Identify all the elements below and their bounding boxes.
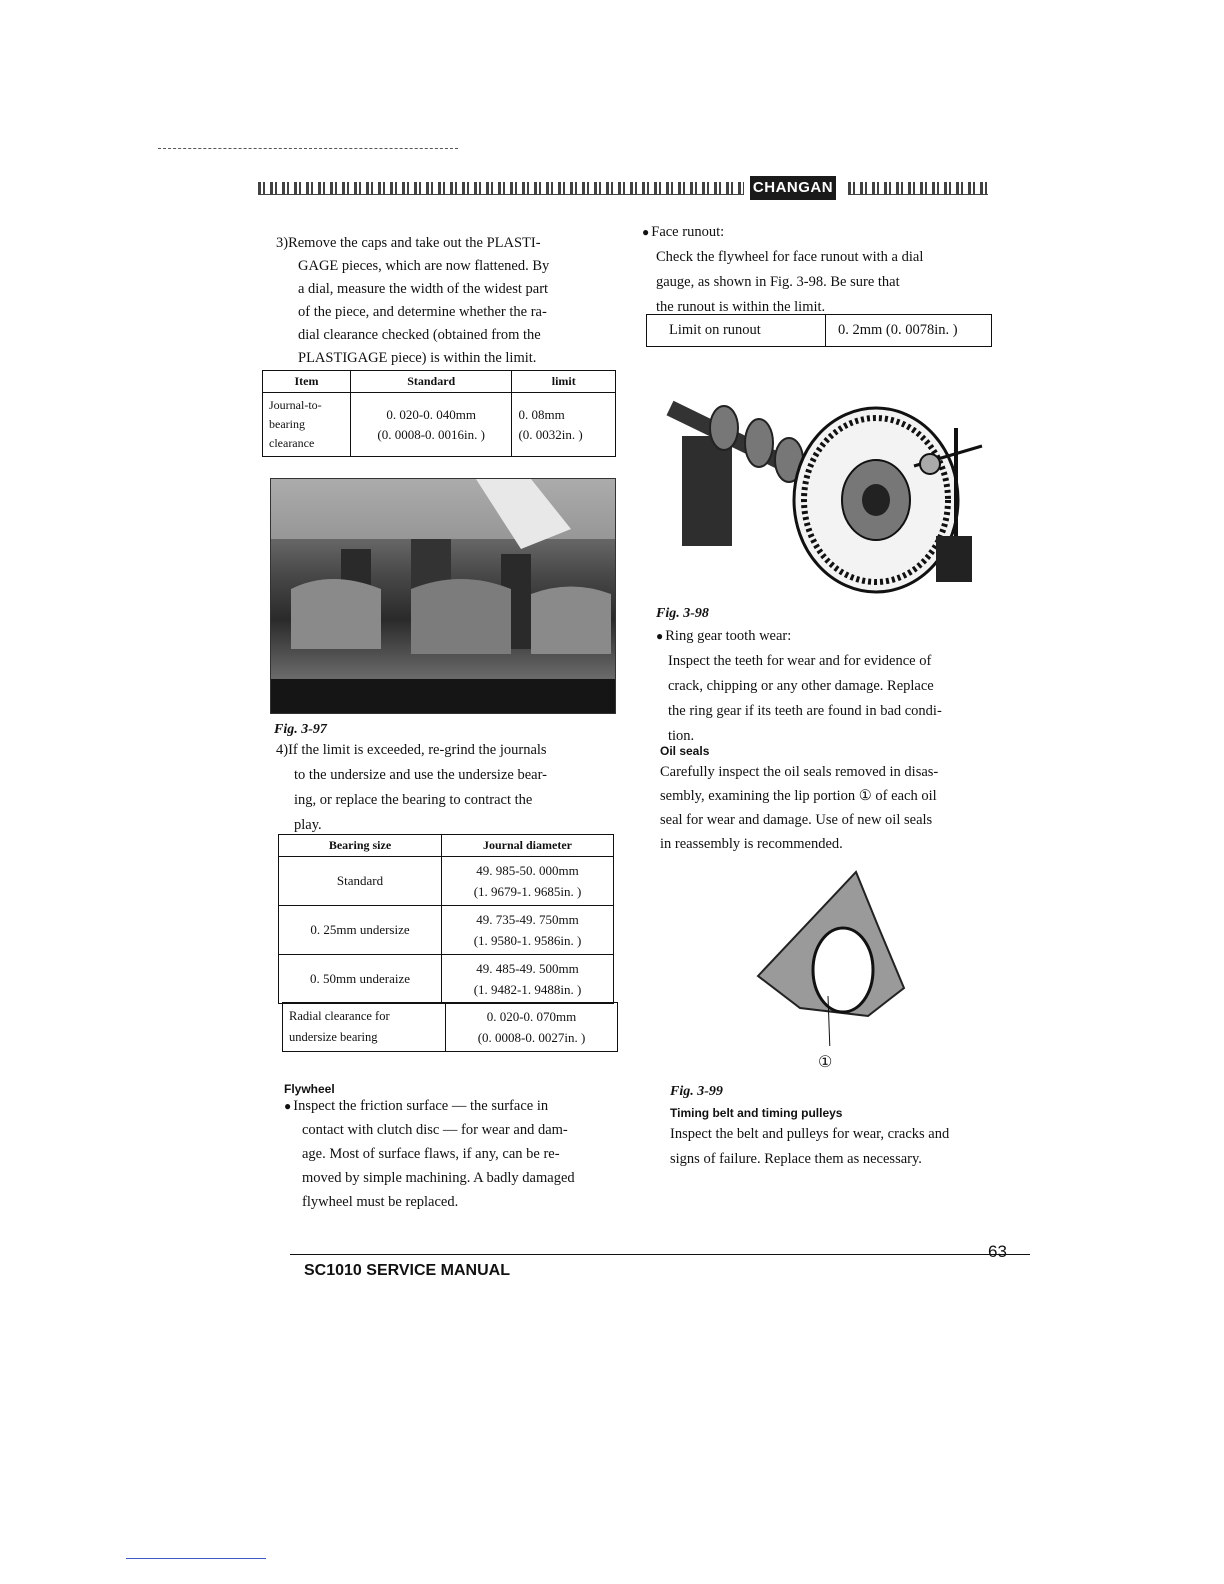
fig-3-99-caption: Fig. 3-99	[670, 1084, 723, 1099]
text-line	[642, 220, 1002, 245]
cell-line: Journal-to-	[269, 398, 322, 412]
cell-line: 49. 985-50. 000mm	[476, 863, 579, 878]
footer-rule	[290, 1254, 1030, 1255]
brand-logo: CHANGAN	[750, 176, 836, 200]
table-header: limit	[512, 371, 616, 393]
text-line: signs of failure. Replace them as necessary.	[670, 1151, 922, 1167]
lip-portion-callout: ①	[818, 1054, 833, 1071]
table-cell-size: Standard	[279, 857, 442, 906]
cell-line: 0. 020-0. 070mm	[486, 1009, 577, 1024]
table-cell-label	[283, 1003, 446, 1052]
footer-title: SC1010 SERVICE MANUAL	[304, 1262, 510, 1279]
text-line: seal for wear and damage. Use of new oil seals	[660, 812, 933, 828]
text-line: 3)Remove the caps and take out the PLASTI-	[276, 235, 541, 251]
text-line: contact with clutch disc — for wear and dam-	[302, 1122, 568, 1138]
flywheel-paragraph	[284, 1094, 640, 1214]
top-dashed-rule	[158, 148, 458, 149]
face-runout-heading: Face runout:	[651, 224, 725, 240]
cell-line: (1. 9482-1. 9488in. )	[473, 982, 582, 997]
runout-limit-table	[646, 314, 992, 347]
header-pattern-right	[848, 182, 988, 195]
step-3-paragraph	[276, 232, 626, 370]
text-line	[284, 1094, 640, 1118]
text-line: crack, chipping or any other damage. Replace	[668, 678, 934, 694]
text-line: sembly, examining the lip portion ① of each oil	[660, 788, 937, 804]
fig-3-98-caption: Fig. 3-98	[656, 606, 709, 621]
text-line: a dial, measure the width of the widest part	[298, 281, 549, 297]
table-cell-diameter	[442, 955, 614, 1004]
table-cell-limit	[512, 393, 616, 457]
oil-seals-paragraph	[660, 760, 1016, 856]
table-cell-standard	[350, 393, 512, 457]
text-line: the runout is within the limit.	[656, 299, 826, 315]
text-line: 4)If the limit is exceeded, re-grind the journals	[276, 742, 547, 758]
cell-line: 49. 485-49. 500mm	[476, 961, 579, 976]
clearance-table	[262, 370, 616, 457]
table-header: Bearing size	[279, 835, 442, 857]
radial-clearance-table	[282, 1002, 618, 1052]
flywheel-heading: Flywheel	[284, 1082, 335, 1096]
table-cell-value: 0. 2mm (0. 0078in. )	[826, 315, 992, 347]
table-cell-size: 0. 50mm underaize	[279, 955, 442, 1004]
cell-line: (1. 9679-1. 9685in. )	[473, 884, 582, 899]
text-line: GAGE pieces, which are now flattened. By	[298, 258, 550, 274]
table-cell-item	[263, 393, 351, 457]
cell-line: bearing	[269, 417, 305, 431]
timing-belt-paragraph	[670, 1122, 1030, 1172]
cell-line: 0. 08mm	[518, 406, 565, 422]
text-line: gauge, as shown in Fig. 3-98. Be sure that	[656, 274, 900, 290]
text-line: Inspect the teeth for wear and for evidence of	[668, 653, 932, 669]
bottom-rule	[126, 1558, 266, 1559]
text-line: ing, or replace the bearing to contract the	[294, 792, 533, 808]
header-pattern-left	[258, 182, 744, 195]
text-span: Inspect the friction surface — the surface in	[293, 1098, 549, 1114]
oil-seals-heading: Oil seals	[660, 744, 710, 758]
table-header: Item	[263, 371, 351, 393]
cell-line: undersize bearing	[289, 1030, 378, 1044]
text-line: in reassembly is recommended.	[660, 836, 843, 852]
cell-line: (0. 0008-0. 0027in. )	[477, 1030, 586, 1045]
fig-3-97-caption: Fig. 3-97	[274, 722, 327, 737]
table-header: Standard	[350, 371, 512, 393]
cell-line: (1. 9580-1. 9586in. )	[473, 933, 582, 948]
text-line: dial clearance checked (obtained from the	[298, 327, 541, 343]
text-line: moved by simple machining. A badly damaged	[302, 1170, 575, 1186]
table-cell-label: Limit on runout	[647, 315, 826, 347]
text-line: Carefully inspect the oil seals removed in disas-	[660, 764, 939, 780]
oil-seal-drawing	[748, 866, 918, 1046]
text-line: the ring gear if its teeth are found in bad condi-	[668, 703, 942, 719]
step-4-paragraph	[276, 738, 630, 838]
text-line: to the undersize and use the undersize bear-	[294, 767, 547, 783]
text-line: Inspect the belt and pulleys for wear, cracks and	[670, 1126, 950, 1142]
page-number: 63	[988, 1242, 1007, 1261]
cell-line: 0. 020-0. 040mm	[386, 406, 476, 422]
cell-line: (0. 0008-0. 0016in. )	[377, 426, 485, 442]
text-line: age. Most of surface flaws, if any, can be re-	[302, 1146, 560, 1162]
cell-line: clearance	[269, 436, 315, 450]
crankshaft-bearing-photo	[270, 478, 616, 714]
flywheel-dial-gauge-drawing	[664, 388, 994, 598]
text-line: play.	[294, 817, 322, 833]
ring-gear-heading: Ring gear tooth wear:	[665, 628, 792, 644]
table-header: Journal diameter	[442, 835, 614, 857]
face-runout-section	[642, 220, 1002, 320]
cell-line: Radial clearance for	[289, 1009, 390, 1023]
text-line: flywheel must be replaced.	[302, 1194, 459, 1210]
timing-belt-heading: Timing belt and timing pulleys	[670, 1106, 843, 1120]
text-line	[656, 624, 1016, 649]
header-band	[258, 180, 988, 198]
table-cell-diameter	[442, 857, 614, 906]
table-cell-value	[446, 1003, 618, 1052]
text-line: tion.	[668, 728, 695, 744]
photo-illustration	[271, 479, 615, 713]
journal-diameter-table	[278, 834, 614, 1004]
text-line: PLASTIGAGE piece) is within the limit.	[298, 350, 537, 366]
table-cell-diameter	[442, 906, 614, 955]
cell-line: 49. 735-49. 750mm	[476, 912, 579, 927]
text-line: Check the flywheel for face runout with a dial	[656, 249, 924, 265]
ring-gear-section	[656, 624, 1016, 749]
cell-line: (0. 0032in. )	[518, 426, 583, 442]
table-cell-size: 0. 25mm undersize	[279, 906, 442, 955]
text-line: of the piece, and determine whether the ra-	[298, 304, 547, 320]
